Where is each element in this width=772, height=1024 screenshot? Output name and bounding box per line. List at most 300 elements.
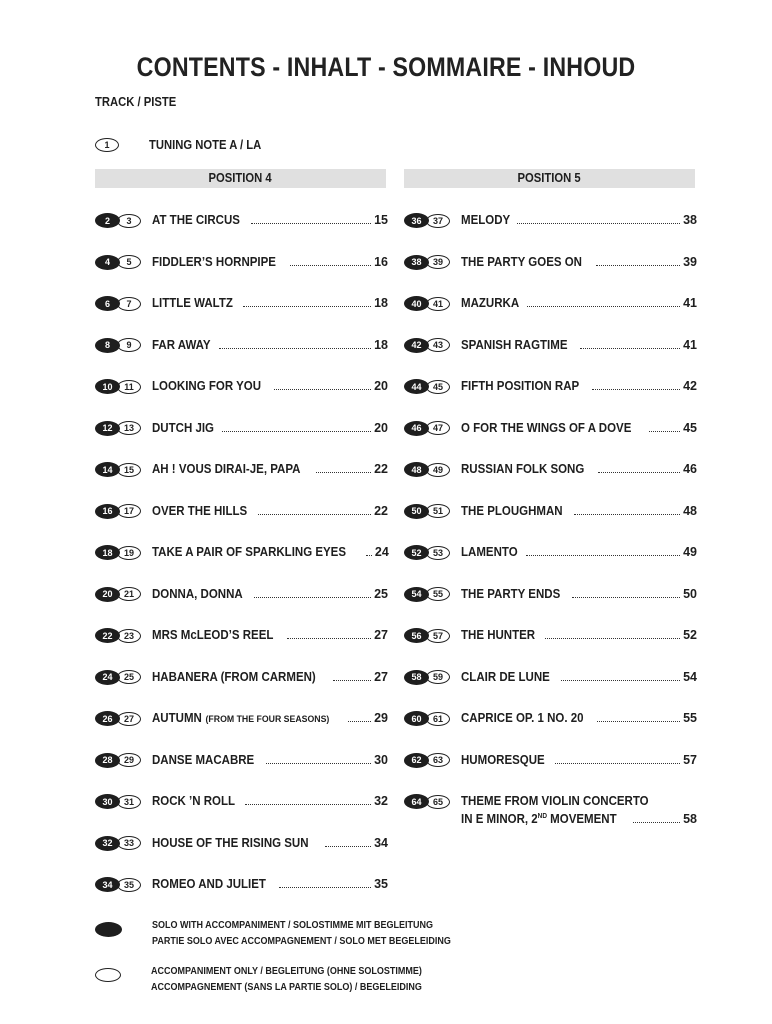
toc-entry[interactable] [404,254,697,270]
dot-leader [290,265,371,266]
toc-entry[interactable] [404,503,697,519]
title-part: MOVEMENT [546,812,617,827]
title-part: THE PARTY GOES ON [461,254,582,269]
accompaniment-track-badge: 59 [426,670,450,684]
track-pair [404,753,451,768]
track-pair [95,836,142,851]
title-part: DONNA, DONNA [152,586,243,601]
page-number: 46 [683,462,697,476]
toc-entry[interactable] [95,752,388,768]
dot-leader [580,348,680,349]
track-pair [404,545,451,560]
page-number: 27 [374,669,388,684]
page-number: 29 [374,711,388,725]
accompaniment-track-badge: 47 [426,421,450,435]
title-part: ROCK ’N ROLL [152,794,236,808]
entry-title [152,212,240,228]
entry-line [461,254,697,270]
track-pair [95,711,142,726]
solo-track-badge: 46 [404,421,429,436]
entry-body [152,503,388,519]
toc-entry[interactable] [404,669,697,685]
entry-body [461,710,697,726]
toc-entry[interactable] [404,710,697,726]
toc-entry[interactable] [404,337,697,353]
entry-title [152,295,233,311]
toc-entry[interactable] [95,254,388,270]
entry-line [461,586,697,602]
entry-title: THEME FROM VIOLIN CONCERTO [461,794,649,808]
solo-track-badge: 14 [95,462,120,477]
column-header-label: POSITION 4 [208,171,273,185]
accompaniment-track-badge: 37 [426,214,450,228]
entry-body [152,710,388,728]
title-part: MRS McLEOD’S REEL [152,628,274,642]
entry-body [152,544,388,560]
accompaniment-track-badge: 41 [426,297,450,311]
entry-title [461,461,584,477]
title-part: FIFTH POSITION RAP [461,379,580,393]
entry-body [152,876,388,892]
solo-track-badge: 12 [95,421,120,436]
accompaniment-track-badge: 27 [117,712,141,726]
entry-line [152,337,388,353]
legend-accompaniment-text [151,964,422,996]
page-number: 58 [683,812,697,827]
entry-line [152,544,388,560]
page-number: 54 [683,669,697,684]
page-number: 41 [683,296,697,310]
legend-line: SOLO WITH ACCOMPANIMENT / SOLOSTIMME MIT BEGLEITUNG [152,920,433,931]
accompaniment-track-badge: 25 [117,670,141,684]
dot-leader [258,514,371,515]
page-number: 18 [374,337,388,352]
toc-entry[interactable] [95,835,388,851]
accompaniment-track-badge: 13 [117,421,141,435]
title-part: AH ! VOUS DIRAI-JE, PAPA [152,462,301,476]
title-part: IN E MINOR, 2 [461,812,538,827]
track-pair [404,379,451,394]
column-header-position-5 [404,169,695,188]
toc-entry[interactable] [95,544,388,560]
accompaniment-track-badge: 51 [426,504,450,518]
accompaniment-track-badge: 49 [426,463,450,477]
page-number: 20 [374,379,388,393]
solo-track-badge: 58 [404,670,429,685]
title-part: CAPRICE OP. 1 NO. 20 [461,711,584,725]
legend-solo [95,918,484,950]
accompaniment-track-badge: 15 [117,463,141,477]
toc-entry[interactable] [404,420,697,436]
solo-track-badge: 26 [95,711,120,726]
dot-leader [649,431,680,432]
track-pair [95,296,142,311]
title-part: THE HUNTER [461,628,536,642]
entry-body [152,420,388,436]
entry-title [152,710,329,728]
accompaniment-track-badge: 57 [426,629,450,643]
legend-line: ACCOMPANIMENT ONLY / BEGLEITUNG (OHNE SOLOSTIMME) [151,966,422,977]
dot-leader [596,265,681,266]
toc-entry[interactable] [404,461,697,477]
toc-entry[interactable] [95,793,388,809]
page-number: 38 [683,213,697,227]
page-number: 18 [374,296,388,310]
entry-line [461,295,697,311]
track-pair [404,628,451,643]
solo-track-badge: 6 [95,296,120,311]
page-number: 15 [374,213,388,227]
entry-line [461,710,697,726]
legend-line: ACCOMPAGNEMENT (SANS LA PARTIE SOLO) / BEGELEIDING [151,982,422,993]
accompaniment-track-badge: 63 [426,753,450,767]
entry-body [461,212,697,228]
dot-leader [251,223,371,224]
entry-line [152,420,388,436]
dot-leader [572,597,680,598]
entry-title [152,627,273,643]
toc-entry[interactable] [95,669,388,685]
track-pair [95,462,142,477]
entry-line [461,212,697,228]
page-number: 45 [683,420,697,435]
page-number: 49 [683,545,697,559]
accompaniment-track-badge: 21 [117,587,141,601]
page-number: 22 [374,462,388,476]
page-number: 25 [374,586,388,601]
toc-entry[interactable] [95,876,388,892]
accompaniment-track-badge: 33 [117,836,141,850]
entry-body [461,544,697,560]
toc-entry[interactable] [95,586,388,602]
solo-track-badge: 28 [95,753,120,768]
entry-line [461,809,697,827]
entry-title [461,378,579,394]
entry-line [152,378,388,394]
title-part: ROMEO AND JULIET [152,877,266,891]
title-part: HUMORESQUE [461,752,545,767]
dot-leader [279,887,371,888]
toc-entry[interactable] [95,212,388,228]
entry-body [152,337,388,353]
entry-body [152,586,388,602]
track-pair [404,213,451,228]
entry-title [461,420,631,436]
track-pair [95,587,142,602]
accompaniment-track-badge: 29 [117,753,141,767]
entry-body [152,254,388,270]
dot-leader [219,348,371,349]
entry-line [152,752,388,768]
entry-body [461,378,697,394]
entry-body [152,461,388,477]
dot-leader [574,514,680,515]
entry-line [152,461,388,477]
entry-line [461,544,697,560]
entry-title [461,752,545,768]
title-part: TAKE A PAIR OF SPARKLING EYES [152,545,347,559]
entry-line [461,337,697,353]
entry-title [461,254,582,270]
track-pair [95,213,142,228]
solo-track-badge: 10 [95,379,120,394]
solo-track-badge: 38 [404,255,429,270]
dot-leader [245,804,371,805]
entry-title [152,337,211,353]
solo-track-badge: 30 [95,794,120,809]
entry-line [152,254,388,270]
track-number-badge: 1 [95,138,119,152]
track-pair [95,877,142,892]
title-part: THE PARTY ENDS [461,586,561,601]
entry-line [152,669,388,685]
tuning-row[interactable] [95,138,274,152]
solo-track-badge: 16 [95,504,120,519]
toc-entry[interactable] [95,295,388,311]
entry-title [461,669,550,685]
track-pair [404,670,451,685]
toc-entry[interactable] [404,586,697,602]
accompaniment-track-badge: 11 [117,380,141,394]
entry-title [152,835,309,851]
entry-body [461,420,697,436]
solo-track-badge: 18 [95,545,120,560]
solo-track-badge: 4 [95,255,120,270]
solo-track-badge: 60 [404,711,429,726]
accompaniment-track-badge: 35 [117,878,141,892]
title-part: RUSSIAN FOLK SONG [461,462,585,476]
page-number: 42 [683,379,697,393]
toc-entry[interactable] [95,627,388,643]
entry-title [152,876,266,892]
entry-title [152,420,214,436]
solo-track-badge: 62 [404,753,429,768]
entry-title [152,586,243,602]
solo-track-badge: 22 [95,628,120,643]
entry-title [152,503,247,519]
entry-line [152,710,388,728]
solo-track-badge: 64 [404,794,429,809]
dot-leader [333,680,371,681]
entry-body [461,295,697,311]
toc-entry[interactable] [95,710,388,728]
entry-title [152,544,346,560]
toc-entry[interactable] [404,793,697,827]
entry-body [461,586,697,602]
title-part: LOOKING FOR YOU [152,379,262,393]
entry-title [461,503,563,519]
toc-entry[interactable] [95,420,388,436]
dot-leader [598,472,680,473]
track-pair [95,545,142,560]
accompaniment-track-badge: 65 [426,795,450,809]
solo-track-badge: 42 [404,338,429,353]
legend-line: PARTIE SOLO AVEC ACCOMPAGNEMENT / SOLO MET BEGELEIDING [152,936,451,947]
track-pair [404,462,451,477]
dot-leader [527,306,680,307]
page-number: 24 [374,545,389,559]
entry-line [461,752,697,768]
toc-entry[interactable] [404,544,697,560]
dot-leader [517,223,680,224]
entry-line [152,627,388,643]
entry-line [461,503,697,519]
entry-body [152,627,388,643]
title-part: MELODY [461,213,511,227]
entry-body [461,254,697,270]
toc-entry[interactable] [404,212,697,228]
page-number: 16 [374,254,388,269]
page-number: 22 [374,503,388,518]
entry-title [152,461,300,477]
track-pair [95,421,142,436]
dot-leader [287,638,371,639]
entry-line [152,835,388,851]
entry-body [461,503,697,519]
track-pair [95,628,142,643]
page-number: 20 [374,420,388,435]
accompaniment-track-badge: 19 [117,546,141,560]
title-part: CLAIR DE LUNE [461,669,550,684]
entry-body [152,295,388,311]
accompaniment-track-badge: 31 [117,795,141,809]
entry-line [461,627,697,643]
entry-title [461,710,584,726]
accompaniment-track-marker-icon [95,968,121,982]
entry-line [152,503,388,519]
entry-body [152,212,388,228]
entry-title [461,212,510,228]
entry-body [152,793,388,809]
entry-line [461,420,697,436]
toc-entry[interactable] [95,378,388,394]
dot-leader [633,822,680,823]
toc-entry[interactable] [95,503,388,519]
track-pair [95,670,142,685]
entry-title [461,295,519,311]
entry-body [461,752,697,768]
entry-line [461,461,697,477]
accompaniment-track-badge: 55 [426,587,450,601]
solo-track-badge: 8 [95,338,120,353]
dot-leader [316,472,371,473]
entry-body [152,669,388,685]
accompaniment-track-badge: 7 [117,297,141,311]
entry-body [152,752,388,768]
entry-line [152,212,388,228]
toc-entry[interactable] [95,337,388,353]
title-part: AT THE CIRCUS [152,213,240,227]
title-part: THE PLOUGHMAN [461,503,563,518]
solo-track-badge: 54 [404,587,429,602]
solo-track-badge: 56 [404,628,429,643]
track-pair [404,794,451,809]
solo-track-badge: 20 [95,587,120,602]
page-number: 30 [374,752,388,767]
solo-track-marker-icon [95,922,122,937]
accompaniment-track-badge: 39 [426,255,450,269]
track-pair [95,379,142,394]
toc-entry[interactable] [404,627,697,643]
solo-track-badge: 50 [404,504,429,519]
track-pair [404,255,451,270]
legend-accompaniment [95,964,452,996]
track-pair [404,711,451,726]
title-part: O FOR THE WINGS OF A DOVE [461,420,632,435]
title-part: LITTLE WALTZ [152,296,233,310]
entry-body [152,835,388,851]
track-pair [95,255,142,270]
solo-track-badge: 24 [95,670,120,685]
entry-body [461,793,697,827]
track-pair [404,421,451,436]
accompaniment-track-badge: 3 [117,214,141,228]
track-pair [95,338,142,353]
toc-entry[interactable] [95,461,388,477]
track-pair [404,296,451,311]
title-part: MAZURKA [461,296,520,310]
title-part: SPANISH RAGTIME [461,337,568,352]
track-pair [404,338,451,353]
accompaniment-track-badge: 23 [117,629,141,643]
dot-leader [254,597,371,598]
page-number: 41 [683,337,697,352]
column-header-position-4 [95,169,386,188]
entry-line [152,586,388,602]
title-part: DANSE MACABRE [152,752,255,767]
track-pair [95,753,142,768]
dot-leader [325,846,371,847]
entry-body [461,461,697,477]
entry-title [461,586,560,602]
toc-entry[interactable] [404,752,697,768]
entry-line [152,876,388,892]
solo-track-badge: 40 [404,296,429,311]
entry-line [461,669,697,685]
accompaniment-track-badge: 43 [426,338,450,352]
page-number: 35 [374,877,388,891]
track-pair [95,794,142,809]
page-number: 48 [683,503,697,518]
entry-line [461,793,697,809]
title-part: DUTCH JIG [152,420,214,435]
dot-leader [274,389,372,390]
dot-leader [555,763,680,764]
entry-body [152,378,388,394]
legend-solo-text [152,918,451,950]
entry-title [461,627,535,643]
solo-track-badge: 36 [404,213,429,228]
accompaniment-track-badge: 9 [117,338,141,352]
ordinal-suffix: ND [537,813,547,820]
entry-line [152,793,388,809]
accompaniment-track-badge: 61 [426,712,450,726]
entry-line [152,295,388,311]
entry-body [461,627,697,643]
dot-leader [243,306,371,307]
dot-leader [222,431,371,432]
accompaniment-track-badge: 17 [117,504,141,518]
solo-track-badge: 2 [95,213,120,228]
entry-title-line2 [461,809,617,827]
toc-entry[interactable] [404,295,697,311]
dot-leader [597,721,680,722]
entry-line [461,378,697,394]
track-label: TRACK / PISTE [95,95,177,109]
track-pair [404,587,451,602]
toc-entry[interactable] [404,378,697,394]
accompaniment-track-badge: 45 [426,380,450,394]
